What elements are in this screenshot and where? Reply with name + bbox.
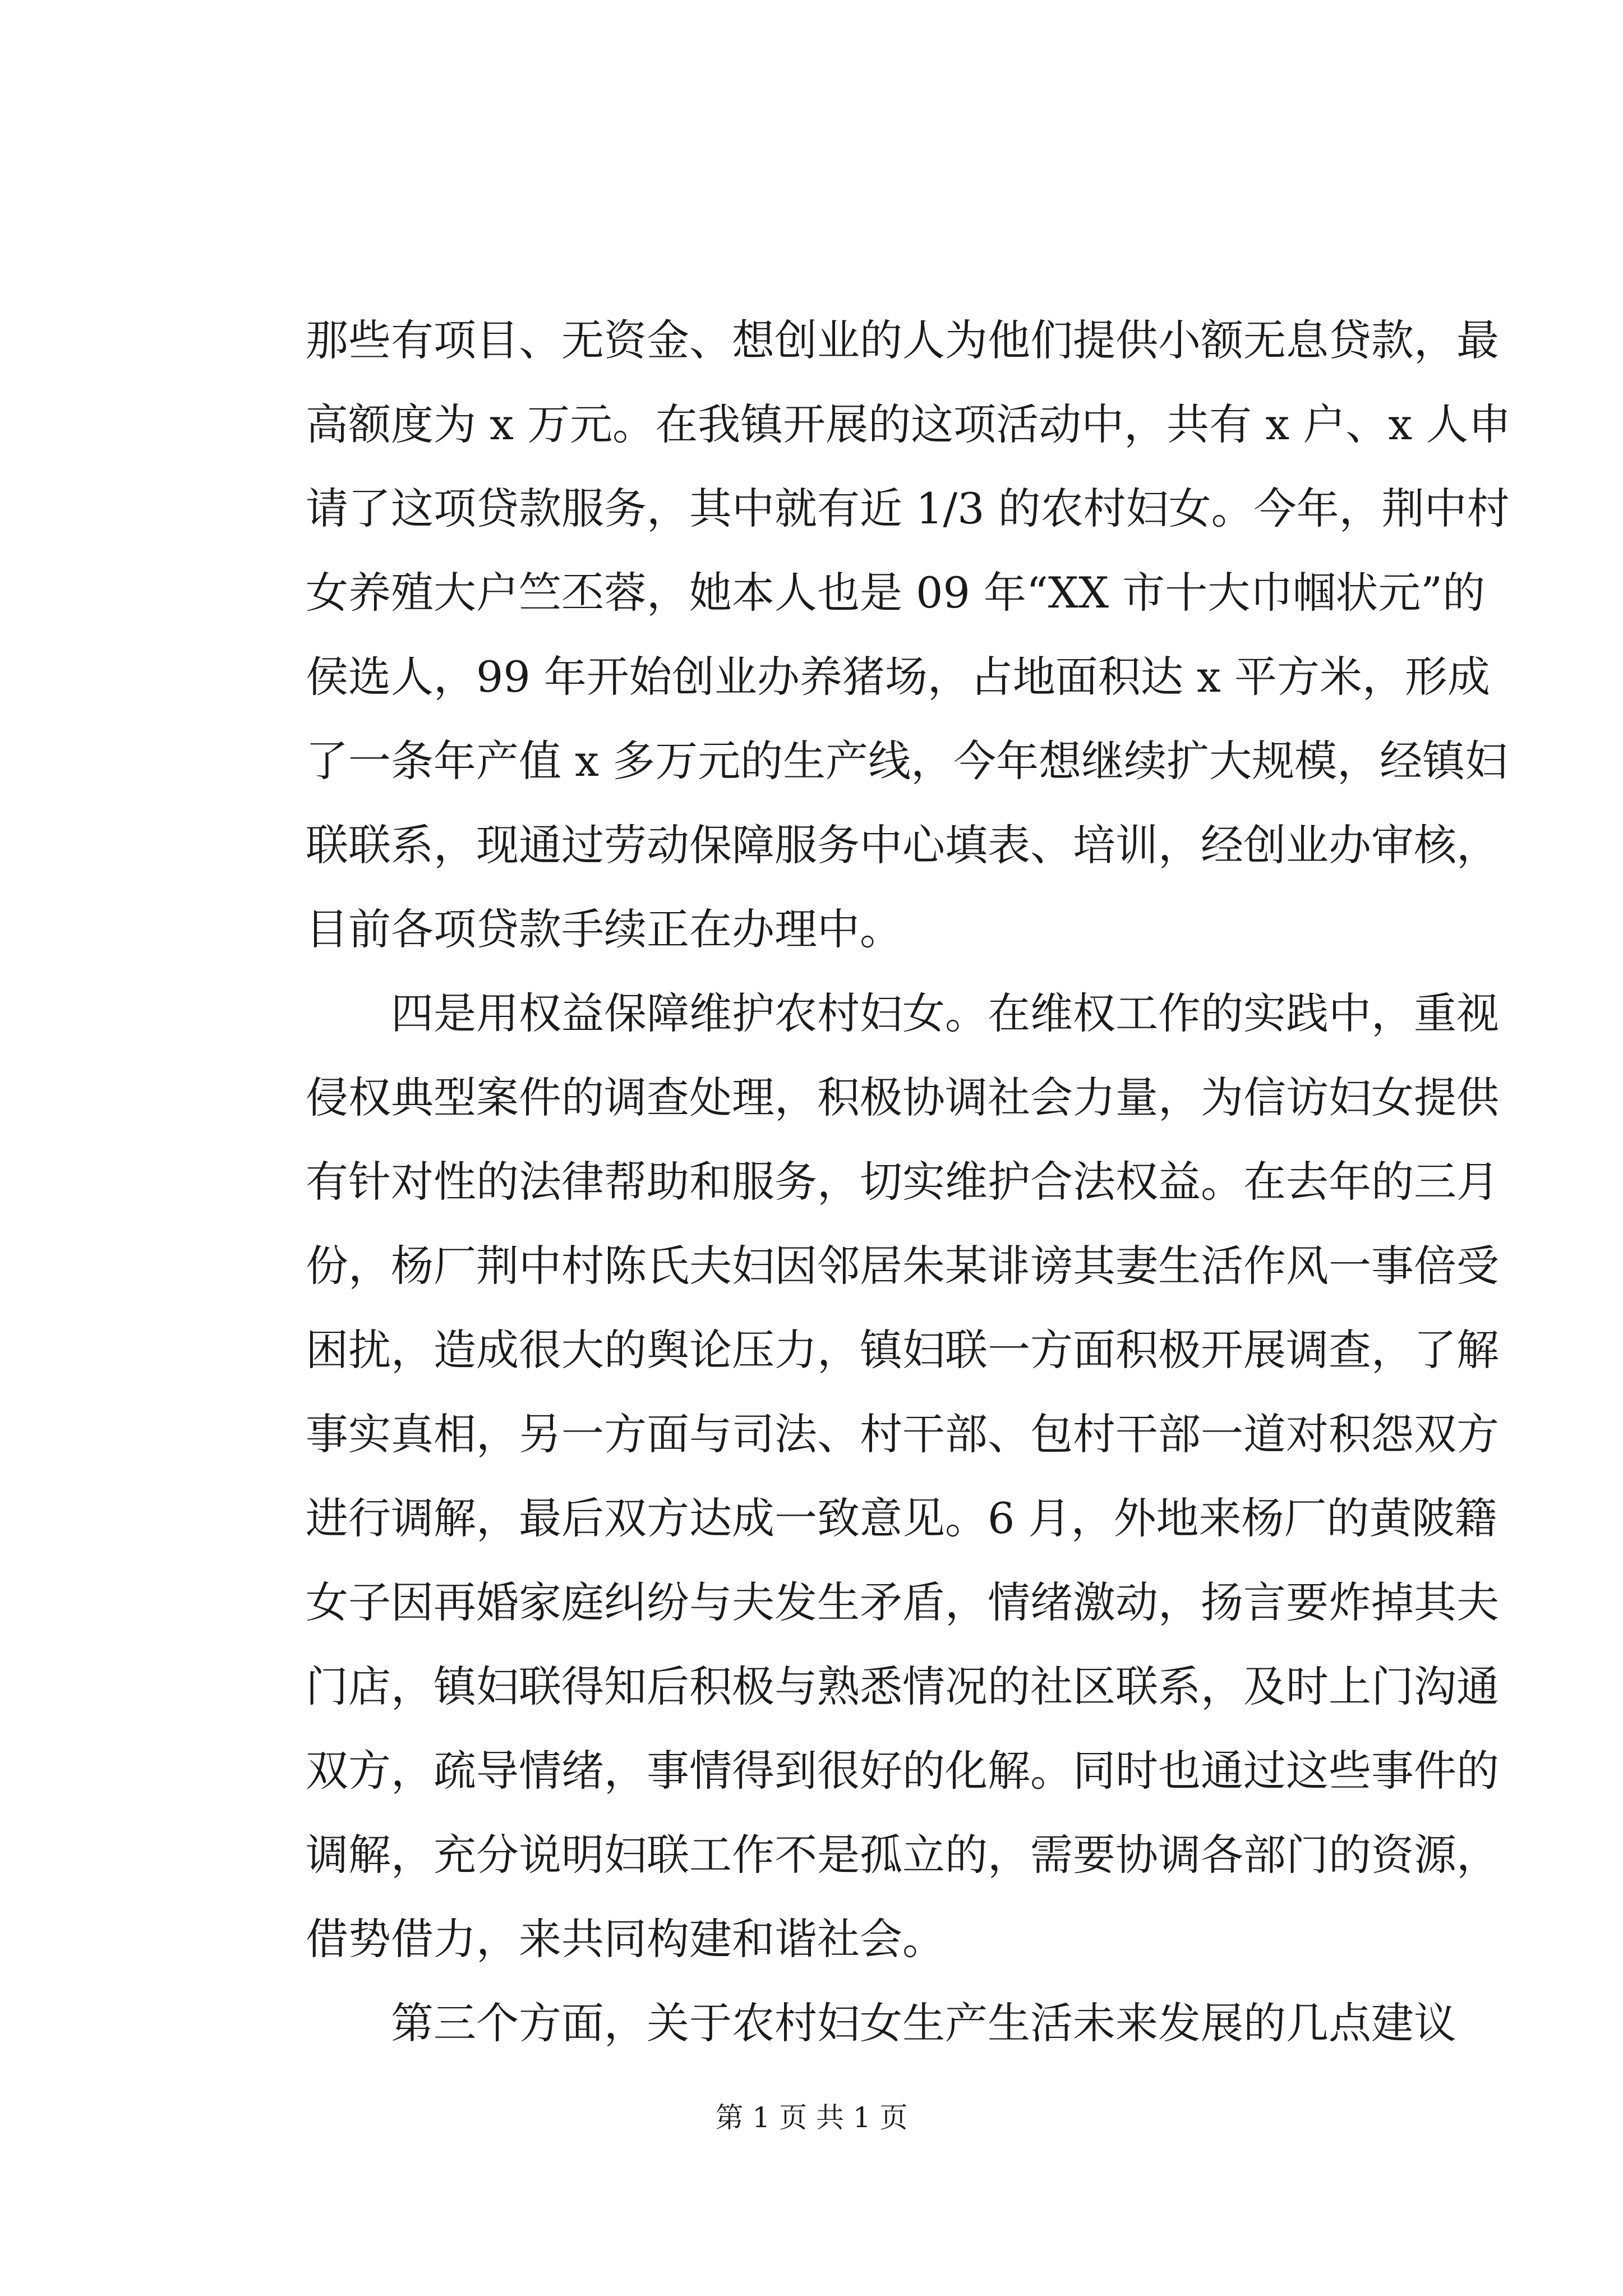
text-line: 借势借力，来共同构建和谐社会。 (306, 1914, 945, 1964)
text-line: 门店，镇妇联得知后积极与熟悉情况的社区联系，及时上门沟通 (306, 1662, 1499, 1711)
text-line: 那些有项目、无资金、想创业的人为他们提供小额无息贷款，最 (306, 315, 1499, 365)
text-line: 调解，充分说明妇联工作不是孤立的，需要协调各部门的资源， (306, 1830, 1499, 1880)
text-line: 份，杨厂荆中村陈氏夫妇因邻居朱某诽谤其妻生活作风一事倍受 (306, 1241, 1499, 1291)
text-line: 女养殖大户竺丕蓉，她本人也是 09 年“XX 市十大巾帼状元”的 (306, 568, 1486, 618)
text-line: 事实真相，另一方面与司法、村干部、包村干部一道对积怨双方 (306, 1409, 1499, 1459)
text-line: 有针对性的法律帮助和服务，切实维护合法权益。在去年的三月 (306, 1157, 1499, 1207)
text-line: 女子因再婚家庭纠纷与夫发生矛盾，情绪激动，扬言要炸掉其夫 (306, 1577, 1499, 1627)
text-line: 进行调解，最后双方达成一致意见。6 月，外地来杨厂的黄陂籍 (306, 1493, 1497, 1543)
text-line: 侵权典型案件的调查处理，积极协调社会力量，为信访妇女提供 (306, 1073, 1499, 1122)
text-line: 四是用权益保障维护农村妇女。在维权工作的实践中，重视 (391, 988, 1499, 1038)
text-line: 了一条年产值 x 多万元的生产线，今年想继续扩大规模，经镇妇 (306, 736, 1508, 786)
text-line: 目前各项贷款手续正在办理中。 (306, 904, 902, 954)
paragraph (306, 972, 1499, 1981)
text-line: 双方，疏导情绪，事情得到很好的化解。同时也通过这些事件的 (306, 1746, 1499, 1796)
text-line: 请了这项贷款服务，其中就有近 1/3 的农村妇女。今年，荆中村 (306, 484, 1510, 533)
text-line: 困扰，造成很大的舆论压力，镇妇联一方面积极开展调查，了解 (306, 1325, 1499, 1375)
text-line: 联联系，现通过劳动保障服务中心填表、培训，经创业办审核， (306, 820, 1499, 870)
page-number-footer: 第 1 页 共 1 页 (715, 2101, 908, 2134)
paragraph (306, 298, 1511, 972)
section-heading (306, 1981, 1456, 2065)
text-line: 侯选人，99 年开始创业办养猪场，占地面积达 x 平方米，形成 (306, 652, 1491, 702)
document-body (306, 298, 1511, 2065)
text-line: 高额度为 x 万元。在我镇开展的这项活动中，共有 x 户、x 人申 (306, 399, 1511, 449)
text-line: 第三个方面，关于农村妇女生产生活未来发展的几点建议 (391, 1998, 1456, 2048)
